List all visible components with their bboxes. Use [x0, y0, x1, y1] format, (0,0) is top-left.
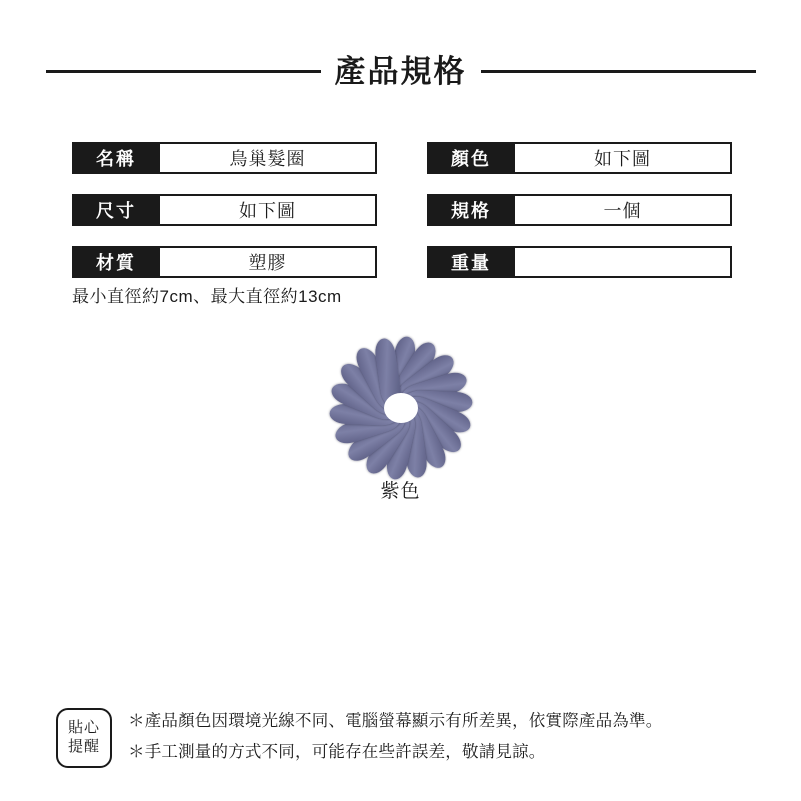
dimension-note: 最小直徑約7cm、最大直徑約13cm	[72, 287, 342, 306]
spec-table	[72, 142, 732, 278]
scrunchie-center-hole	[384, 393, 418, 423]
notice-line-1: ＊產品顏色因環境光線不同、電腦螢幕顯示有所差異，依實際產品為準。	[128, 712, 663, 730]
spec-row-material	[72, 246, 377, 278]
page-title-row	[0, 56, 801, 87]
spec-column-gap-3	[377, 246, 427, 278]
spec-value-weight	[515, 246, 732, 278]
product-color-label: 紫色	[380, 481, 421, 502]
spec-key-size: 尺寸	[72, 194, 160, 226]
spec-value-size: 如下圖	[160, 194, 377, 226]
spec-key-quantity: 規格	[427, 194, 515, 226]
spec-key-weight: 重量	[427, 246, 515, 278]
title-rule-left	[46, 70, 321, 73]
title-rule-right	[481, 70, 756, 73]
spec-value-color: 如下圖	[515, 142, 732, 174]
spec-row-quantity	[427, 194, 732, 226]
spec-value-material: 塑膠	[160, 246, 377, 278]
notice-badge	[56, 708, 112, 768]
spec-column-gap	[377, 142, 427, 174]
spec-key-material: 材質	[72, 246, 160, 278]
spec-row-weight	[427, 246, 732, 278]
scrunchie-illustration	[313, 328, 489, 488]
notice-badge-line2: 提醒	[67, 738, 100, 755]
spec-key-name: 名稱	[72, 142, 160, 174]
page-title: 產品規格	[334, 54, 467, 89]
spec-row-color	[427, 142, 732, 174]
product-image	[0, 318, 801, 498]
notice-text	[128, 706, 662, 767]
spec-row-size	[72, 194, 377, 226]
spec-column-gap-2	[377, 194, 427, 226]
spec-value-quantity: 一個	[515, 194, 732, 226]
spec-row-name	[72, 142, 377, 174]
notice-badge-line1: 貼心	[67, 719, 100, 737]
spec-value-name: 鳥巢髮圈	[160, 142, 377, 174]
spec-key-color: 顏色	[427, 142, 515, 174]
footer-notice	[56, 706, 756, 768]
notice-line-2: ＊手工測量的方式不同，可能存在些許誤差，敬請見諒。	[128, 742, 546, 761]
